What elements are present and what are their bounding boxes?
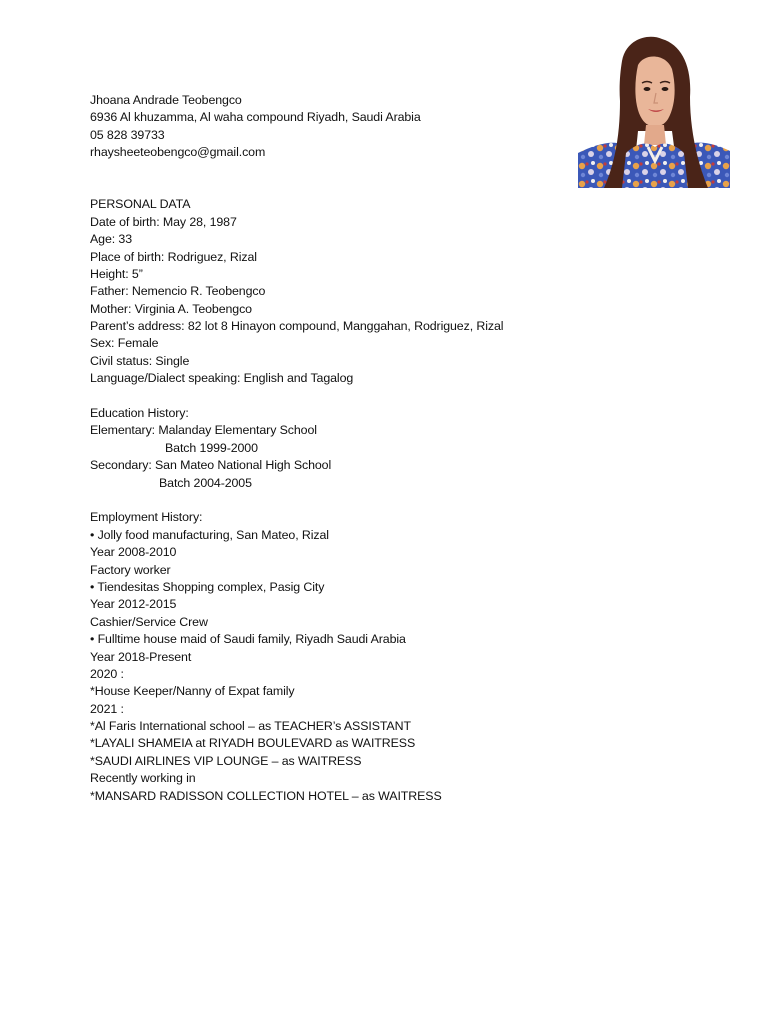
employment-line: Year 2012-2015 bbox=[90, 597, 177, 612]
personal-data-heading: PERSONAL DATA bbox=[90, 197, 191, 212]
personal-data-line: Sex: Female bbox=[90, 336, 159, 351]
employment-line: *House Keeper/Nanny of Expat family bbox=[90, 684, 295, 699]
education-secondary-batch: Batch 2004-2005 bbox=[159, 475, 252, 490]
personal-data-line: Civil status: Single bbox=[90, 353, 190, 368]
education-elementary-batch: Batch 1999-2000 bbox=[165, 440, 258, 455]
profile-photo bbox=[578, 35, 730, 188]
contact-email: rhaysheeteobengco@gmail.com bbox=[90, 145, 266, 160]
education-heading: Education History: bbox=[90, 406, 189, 421]
employment-line: • Fulltime house maid of Saudi family, Riyadh Saudi Arabia bbox=[90, 632, 406, 647]
personal-data-line: Father: Nemencio R. Teobengco bbox=[90, 284, 266, 299]
contact-name: Jhoana Andrade Teobengco bbox=[90, 93, 242, 107]
education-secondary: Secondary: San Mateo National High School bbox=[90, 458, 332, 473]
employment-line: Year 2018-Present bbox=[90, 649, 192, 664]
employment-line: 2021 : bbox=[90, 701, 124, 716]
education-elementary: Elementary: Malanday Elementary School bbox=[90, 423, 317, 438]
employment-line: *Al Faris International school – as TEACHER’s ASSISTANT bbox=[90, 719, 411, 734]
personal-data-line: Date of birth: May 28, 1987 bbox=[90, 214, 237, 229]
employment-heading: Employment History: bbox=[90, 510, 203, 525]
employment-line: *LAYALI SHAMEIA at RIYADH BOULEVARD as WAITRESS bbox=[90, 736, 416, 751]
employment-line: Cashier/Service Crew bbox=[90, 614, 208, 629]
personal-data-line: Mother: Virginia A. Teobengco bbox=[90, 301, 252, 316]
employment-line: • Jolly food manufacturing, San Mateo, Rizal bbox=[90, 527, 329, 542]
employment-line: *MANSARD RADISSON COLLECTION HOTEL – as WAITRESS bbox=[90, 788, 442, 803]
resume-document bbox=[90, 92, 560, 805]
personal-data-line: Height: 5” bbox=[90, 266, 143, 281]
personal-data-line: Place of birth: Rodriguez, Rizal bbox=[90, 249, 257, 264]
personal-data-line: Language/Dialect speaking: English and Tagalog bbox=[90, 371, 354, 386]
personal-data-line: Age: 33 bbox=[90, 232, 133, 247]
employment-line: *SAUDI AIRLINES VIP LOUNGE – as WAITRESS bbox=[90, 753, 362, 768]
employment-line: Year 2008-2010 bbox=[90, 545, 177, 560]
contact-phone: 05 828 39733 bbox=[90, 127, 165, 142]
employment-line: Recently working in bbox=[90, 771, 196, 786]
employment-line: Factory worker bbox=[90, 562, 171, 577]
personal-data-line: Parent’s address: 82 lot 8 Hinayon compound, Manggahan, Rodriguez, Rizal bbox=[90, 319, 504, 334]
contact-address: 6936 Al khuzamma, Al waha compound Riyadh, Saudi Arabia bbox=[90, 110, 421, 125]
employment-line: • Tiendesitas Shopping complex, Pasig City bbox=[90, 579, 325, 594]
employment-line: 2020 : bbox=[90, 666, 124, 681]
